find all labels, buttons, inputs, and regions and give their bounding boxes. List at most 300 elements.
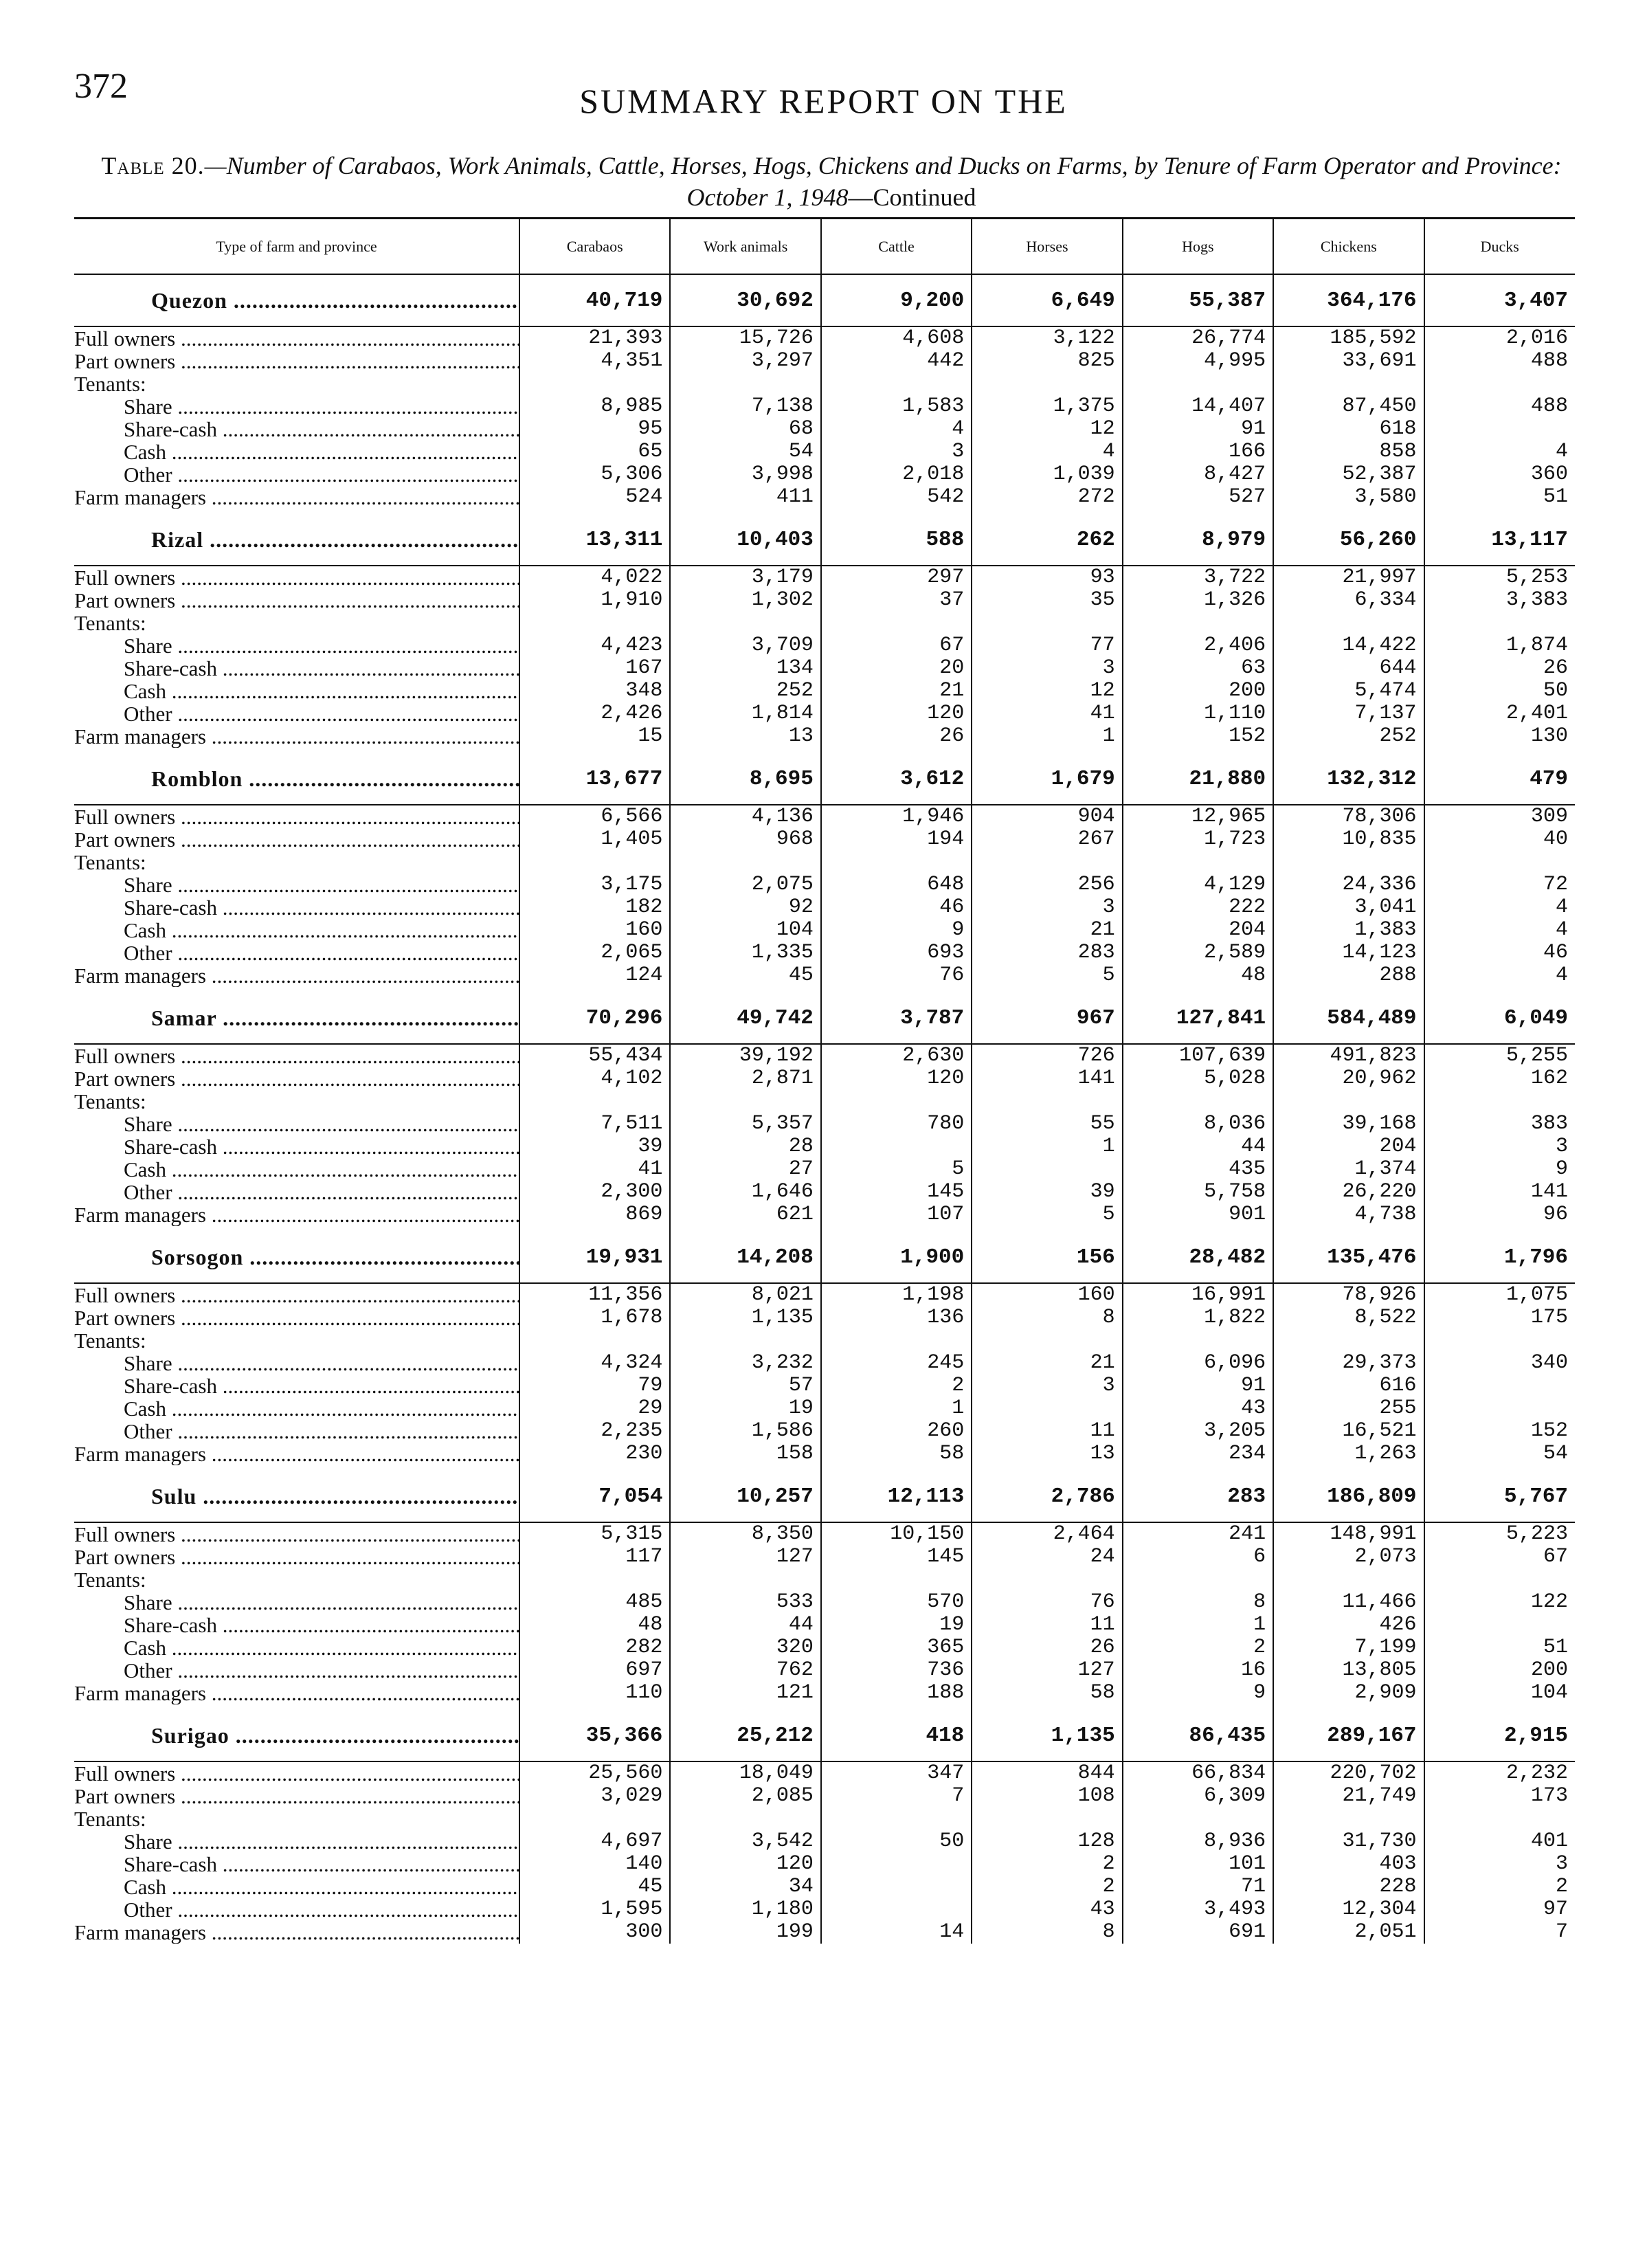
table-cell: 54 — [670, 441, 820, 463]
table-cell: 67 — [1424, 1546, 1575, 1568]
table-cell — [821, 1329, 972, 1352]
table-cell: 7,137 — [1273, 702, 1424, 725]
table-cell: 245 — [821, 1352, 972, 1375]
table-cell: 491,823 — [1273, 1044, 1424, 1067]
row-label: Cash ..... — [74, 680, 519, 702]
table-cell — [670, 373, 820, 395]
table-cell: 11,356 — [519, 1283, 670, 1307]
table-cell: 158 — [670, 1443, 820, 1465]
row-label — [74, 509, 519, 514]
table-cell — [821, 987, 972, 992]
table-cell: 71 — [1123, 1876, 1273, 1898]
table-cell: 4 — [1424, 919, 1575, 942]
row-label: Share-cash ..... — [74, 1135, 519, 1158]
table-cell: 3,709 — [670, 634, 820, 657]
row-label: Farm managers ..... — [74, 725, 519, 748]
table-row — [74, 1921, 1575, 1944]
table-row — [74, 463, 1575, 486]
table-cell: 2,300 — [519, 1181, 670, 1203]
table-cell: 2,786 — [972, 1471, 1122, 1522]
table-cell: 56,260 — [1273, 514, 1424, 566]
table-cell: 7,511 — [519, 1113, 670, 1135]
table-cell: 252 — [670, 680, 820, 702]
column-header: Work animals — [670, 219, 820, 275]
table-cell: 13,311 — [519, 514, 670, 566]
table-cell: 844 — [972, 1761, 1122, 1785]
province-total-row — [74, 1232, 1575, 1283]
table-cell: 2,630 — [821, 1044, 972, 1067]
table-cell — [519, 1465, 670, 1471]
table-cell — [1273, 1704, 1424, 1710]
table-cell: 12,304 — [1273, 1898, 1424, 1921]
table-cell: 136 — [821, 1307, 972, 1329]
table-cell: 13 — [972, 1443, 1122, 1465]
table-row — [74, 805, 1575, 828]
table-cell — [1424, 1397, 1575, 1420]
table-cell: 21,393 — [519, 326, 670, 350]
table-cell: 21,749 — [1273, 1785, 1424, 1808]
table-cell: 1,586 — [670, 1420, 820, 1443]
row-label — [74, 987, 519, 992]
row-label: Samar ..... — [74, 992, 519, 1044]
row-label: Other ..... — [74, 702, 519, 725]
table-cell: 20,962 — [1273, 1067, 1424, 1090]
row-label: Share ..... — [74, 1591, 519, 1614]
table-row — [74, 373, 1575, 395]
table-cell: 175 — [1424, 1307, 1575, 1329]
table-cell: 2,073 — [1273, 1546, 1424, 1568]
table-header-row — [74, 219, 1575, 275]
row-label: Part owners ..... — [74, 1307, 519, 1329]
table-cell — [821, 1226, 972, 1232]
table-cell: 228 — [1273, 1876, 1424, 1898]
table-cell — [1424, 1375, 1575, 1397]
table-cell: 8,985 — [519, 395, 670, 418]
table-caption-label: Table 20. — [101, 152, 205, 179]
table-cell — [821, 1135, 972, 1158]
table-cell: 14,407 — [1123, 395, 1273, 418]
table-cell: 26 — [821, 725, 972, 748]
table-cell: 10,835 — [1273, 828, 1424, 851]
table-cell — [1273, 373, 1424, 395]
table-cell: 5,306 — [519, 463, 670, 486]
table-cell — [972, 373, 1122, 395]
table-cell: 13,677 — [519, 753, 670, 805]
table-cell: 55 — [972, 1113, 1122, 1135]
table-cell: 68 — [670, 418, 820, 441]
table-cell: 6 — [1123, 1546, 1273, 1568]
row-label — [74, 1465, 519, 1471]
table-cell: 14,123 — [1273, 942, 1424, 964]
table-cell: 48 — [1123, 964, 1273, 987]
table-cell: 2 — [972, 1876, 1122, 1898]
table-cell: 1 — [972, 725, 1122, 748]
table-cell: 309 — [1424, 805, 1575, 828]
table-cell: 124 — [519, 964, 670, 987]
table-cell: 16,991 — [1123, 1283, 1273, 1307]
table-cell — [821, 1465, 972, 1471]
table-cell — [1273, 509, 1424, 514]
table-cell: 35 — [972, 589, 1122, 612]
table-cell — [519, 509, 670, 514]
table-cell: 12 — [972, 418, 1122, 441]
row-label: Cash ..... — [74, 1876, 519, 1898]
table-cell: 76 — [821, 964, 972, 987]
table-cell: 39,192 — [670, 1044, 820, 1067]
table-cell: 1,723 — [1123, 828, 1273, 851]
table-cell — [972, 1329, 1122, 1352]
table-cell: 222 — [1123, 896, 1273, 919]
table-cell: 3,580 — [1273, 486, 1424, 509]
table-cell: 148,991 — [1273, 1522, 1424, 1546]
table-cell: 50 — [821, 1830, 972, 1853]
table-cell: 13,805 — [1273, 1659, 1424, 1682]
table-cell: 904 — [972, 805, 1122, 828]
table-row — [74, 1761, 1575, 1785]
table-cell: 96 — [1424, 1203, 1575, 1226]
table-cell — [972, 509, 1122, 514]
table-cell: 45 — [670, 964, 820, 987]
table-cell: 524 — [519, 486, 670, 509]
table-row — [74, 1546, 1575, 1568]
table-caption-continued: —Continued — [848, 184, 976, 211]
column-header: Chickens — [1273, 219, 1424, 275]
table-cell: 145 — [821, 1181, 972, 1203]
table-cell — [1123, 1704, 1273, 1710]
table-row — [74, 1785, 1575, 1808]
table-cell: 3,205 — [1123, 1420, 1273, 1443]
province-total-row — [74, 275, 1575, 326]
table-cell: 9 — [821, 919, 972, 942]
table-cell: 282 — [519, 1636, 670, 1659]
table-cell: 1,375 — [972, 395, 1122, 418]
table-cell: 8 — [1123, 1591, 1273, 1614]
table-cell: 5,028 — [1123, 1067, 1273, 1090]
table-cell: 411 — [670, 486, 820, 509]
table-cell: 858 — [1273, 441, 1424, 463]
table-cell — [1424, 418, 1575, 441]
table-row — [74, 566, 1575, 589]
row-label: Sulu ..... — [74, 1471, 519, 1522]
page-number: 372 — [74, 67, 128, 106]
table-cell: 34 — [670, 1876, 820, 1898]
table-cell: 10,150 — [821, 1522, 972, 1546]
table-cell: 39,168 — [1273, 1113, 1424, 1135]
table-cell: 7 — [821, 1785, 972, 1808]
table-cell: 199 — [670, 1921, 820, 1944]
spacer-row — [74, 748, 1575, 753]
table-cell: 2,426 — [519, 702, 670, 725]
column-header: Carabaos — [519, 219, 670, 275]
table-cell: 134 — [670, 657, 820, 680]
table-row — [74, 1614, 1575, 1636]
table-row — [74, 589, 1575, 612]
table-cell: 360 — [1424, 463, 1575, 486]
table-cell — [519, 1329, 670, 1352]
table-cell — [1123, 373, 1273, 395]
table-body — [74, 275, 1575, 1944]
table-cell: 418 — [821, 1710, 972, 1761]
table-cell: 869 — [519, 1203, 670, 1226]
table-cell: 156 — [972, 1232, 1122, 1283]
table-cell: 72 — [1424, 874, 1575, 896]
table-cell: 127,841 — [1123, 992, 1273, 1044]
running-head: SUMMARY REPORT ON THE — [579, 82, 1068, 120]
table-cell — [972, 1226, 1122, 1232]
table-cell — [670, 1808, 820, 1830]
table-cell: 1,900 — [821, 1232, 972, 1283]
spacer-row — [74, 509, 1575, 514]
table-row — [74, 634, 1575, 657]
table-cell — [1424, 373, 1575, 395]
table-cell — [821, 748, 972, 753]
table-cell: 11 — [972, 1420, 1122, 1443]
table-cell — [1424, 748, 1575, 753]
table-cell: 104 — [670, 919, 820, 942]
column-header: Cattle — [821, 219, 972, 275]
table-cell — [972, 1158, 1122, 1181]
table-row — [74, 1044, 1575, 1067]
table-cell — [1424, 1465, 1575, 1471]
spacer-row — [74, 1226, 1575, 1232]
table-cell: 13 — [670, 725, 820, 748]
table-cell — [670, 748, 820, 753]
table-cell — [1123, 612, 1273, 634]
table-cell: 967 — [972, 992, 1122, 1044]
table-cell: 130 — [1424, 725, 1575, 748]
table-cell: 107 — [821, 1203, 972, 1226]
table-cell: 46 — [821, 896, 972, 919]
table-cell: 117 — [519, 1546, 670, 1568]
row-label: Full owners ..... — [74, 1761, 519, 1785]
table-cell — [1123, 1329, 1273, 1352]
table-cell: 8,936 — [1123, 1830, 1273, 1853]
row-label: Surigao ..... — [74, 1710, 519, 1761]
table-row — [74, 1591, 1575, 1614]
row-label: Cash ..... — [74, 441, 519, 463]
table-cell — [821, 1898, 972, 1921]
table-cell: 122 — [1424, 1591, 1575, 1614]
table-cell: 6,649 — [972, 275, 1122, 326]
table-cell: 616 — [1273, 1375, 1424, 1397]
table-cell: 50 — [1424, 680, 1575, 702]
table-cell: 44 — [1123, 1135, 1273, 1158]
table-cell: 30,692 — [670, 275, 820, 326]
table-row — [74, 1397, 1575, 1420]
table-cell — [1123, 748, 1273, 753]
table-cell: 1,583 — [821, 395, 972, 418]
table-cell: 9 — [1123, 1682, 1273, 1704]
table-cell: 3,122 — [972, 326, 1122, 350]
table-cell: 2 — [1123, 1636, 1273, 1659]
table-cell: 24,336 — [1273, 874, 1424, 896]
row-label: Tenants: — [74, 1329, 146, 1352]
table-cell: 97 — [1424, 1898, 1575, 1921]
table-cell: 7,054 — [519, 1471, 670, 1522]
table-cell — [1123, 1090, 1273, 1113]
table-cell: 21,880 — [1123, 753, 1273, 805]
table-cell: 21,997 — [1273, 566, 1424, 589]
table-cell: 762 — [670, 1659, 820, 1682]
table-cell: 442 — [821, 350, 972, 373]
table-cell: 3,029 — [519, 1785, 670, 1808]
table-cell: 63 — [1123, 657, 1273, 680]
table-cell — [821, 1704, 972, 1710]
table-cell: 182 — [519, 896, 670, 919]
table-cell: 320 — [670, 1636, 820, 1659]
table-cell: 3,998 — [670, 463, 820, 486]
table-cell: 51 — [1424, 1636, 1575, 1659]
row-label: Farm managers ..... — [74, 1443, 519, 1465]
table-cell: 6,096 — [1123, 1352, 1273, 1375]
spacer-row — [74, 1704, 1575, 1710]
table-cell: 108 — [972, 1785, 1122, 1808]
table-cell — [821, 1876, 972, 1898]
table-cell: 5 — [972, 964, 1122, 987]
table-cell — [821, 1808, 972, 1830]
table-cell: 20 — [821, 657, 972, 680]
table-cell — [519, 987, 670, 992]
table-cell — [1273, 1568, 1424, 1591]
table-cell: 10,403 — [670, 514, 820, 566]
table-cell: 21 — [972, 1352, 1122, 1375]
table-cell: 37 — [821, 589, 972, 612]
table-cell: 8,522 — [1273, 1307, 1424, 1329]
table-row — [74, 486, 1575, 509]
table-cell — [972, 1704, 1122, 1710]
table-cell: 29 — [519, 1397, 670, 1420]
table-cell — [1273, 1465, 1424, 1471]
table-cell: 58 — [972, 1682, 1122, 1704]
table-cell: 2 — [972, 1853, 1122, 1876]
table-cell: 39 — [972, 1181, 1122, 1203]
row-label: Tenants: — [74, 612, 146, 634]
table-cell: 365 — [821, 1636, 972, 1659]
table-cell: 8,036 — [1123, 1113, 1273, 1135]
table-cell: 5 — [972, 1203, 1122, 1226]
table-cell: 41 — [972, 702, 1122, 725]
table-cell — [1424, 1568, 1575, 1591]
table-cell: 7 — [1424, 1921, 1575, 1944]
table-cell: 8,979 — [1123, 514, 1273, 566]
table-cell: 107,639 — [1123, 1044, 1273, 1067]
row-label: Share-cash ..... — [74, 896, 519, 919]
row-label: Share-cash ..... — [74, 418, 519, 441]
table-cell: 3 — [1424, 1853, 1575, 1876]
table-cell: 542 — [821, 486, 972, 509]
table-row — [74, 612, 1575, 634]
table-cell: 1,679 — [972, 753, 1122, 805]
table-cell: 141 — [972, 1067, 1122, 1090]
table-cell: 618 — [1273, 418, 1424, 441]
table-cell: 2,909 — [1273, 1682, 1424, 1704]
table-row — [74, 1283, 1575, 1307]
table-cell: 479 — [1424, 753, 1575, 805]
table-cell: 1,039 — [972, 463, 1122, 486]
row-label: Share-cash ..... — [74, 1375, 519, 1397]
table-cell: 86,435 — [1123, 1710, 1273, 1761]
table-cell: 1,135 — [972, 1710, 1122, 1761]
table-cell: 3,041 — [1273, 896, 1424, 919]
table-row — [74, 942, 1575, 964]
table-cell — [1424, 987, 1575, 992]
table-cell: 5,357 — [670, 1113, 820, 1135]
table-cell: 121 — [670, 1682, 820, 1704]
table-cell: 2,075 — [670, 874, 820, 896]
row-label: Farm managers ..... — [74, 1921, 519, 1944]
table-cell: 55,387 — [1123, 275, 1273, 326]
table-cell: 2 — [1424, 1876, 1575, 1898]
table-cell: 383 — [1424, 1113, 1575, 1135]
table-cell: 648 — [821, 874, 972, 896]
table-cell: 2,085 — [670, 1785, 820, 1808]
table-cell: 736 — [821, 1659, 972, 1682]
table-cell: 66,834 — [1123, 1761, 1273, 1785]
row-label: Quezon ..... — [74, 275, 519, 326]
table-cell: 3 — [972, 657, 1122, 680]
table-row — [74, 1853, 1575, 1876]
table-cell: 26,774 — [1123, 326, 1273, 350]
table-cell — [1424, 612, 1575, 634]
table-cell: 1,326 — [1123, 589, 1273, 612]
table-cell: 1 — [821, 1397, 972, 1420]
table-cell — [1273, 851, 1424, 874]
table-cell — [1424, 1704, 1575, 1710]
table-cell — [519, 1568, 670, 1591]
row-label: Cash ..... — [74, 1158, 519, 1181]
table-cell — [670, 1704, 820, 1710]
row-label: Part owners ..... — [74, 1067, 519, 1090]
row-label: Other ..... — [74, 1659, 519, 1682]
table-cell: 55,434 — [519, 1044, 670, 1067]
row-label: Tenants: — [74, 1808, 146, 1830]
table-cell: 348 — [519, 680, 670, 702]
table-cell: 87,450 — [1273, 395, 1424, 418]
table-row — [74, 1420, 1575, 1443]
table-cell: 70,296 — [519, 992, 670, 1044]
table-cell: 3,297 — [670, 350, 820, 373]
table-cell: 1,796 — [1424, 1232, 1575, 1283]
table-cell: 9,200 — [821, 275, 972, 326]
table-cell: 57 — [670, 1375, 820, 1397]
table-cell — [670, 987, 820, 992]
table-cell: 1 — [1123, 1614, 1273, 1636]
table-cell — [670, 851, 820, 874]
table-cell: 4 — [1424, 896, 1575, 919]
table-cell: 173 — [1424, 1785, 1575, 1808]
table-cell: 403 — [1273, 1853, 1424, 1876]
table-cell: 1,263 — [1273, 1443, 1424, 1465]
table-cell: 697 — [519, 1659, 670, 1682]
table-cell: 533 — [670, 1591, 820, 1614]
table-cell — [972, 987, 1122, 992]
table-cell: 4,608 — [821, 326, 972, 350]
table-row — [74, 964, 1575, 987]
table-cell: 4,697 — [519, 1830, 670, 1853]
table-cell — [1123, 1226, 1273, 1232]
table-cell: 4,324 — [519, 1352, 670, 1375]
table-cell: 283 — [972, 942, 1122, 964]
livestock-table — [74, 219, 1575, 1944]
table-row — [74, 1522, 1575, 1546]
table-row — [74, 1329, 1575, 1352]
table-cell: 204 — [1273, 1135, 1424, 1158]
table-cell: 28 — [670, 1135, 820, 1158]
table-cell: 644 — [1273, 657, 1424, 680]
table-cell: 968 — [670, 828, 820, 851]
table-cell — [519, 1704, 670, 1710]
table-caption — [69, 150, 1594, 213]
